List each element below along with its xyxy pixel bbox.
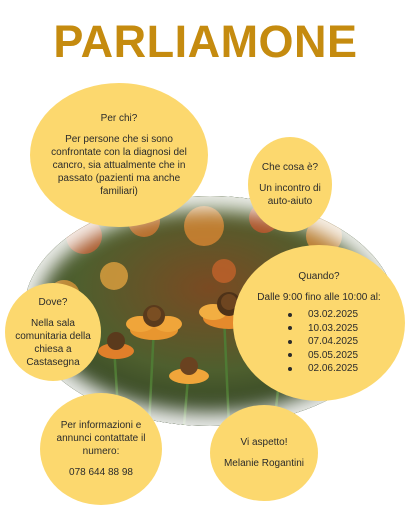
date-item: 02.06.2025 <box>280 362 358 376</box>
flyer-title: PARLIAMONE <box>53 16 358 67</box>
when-time: Dalle 9:00 fino alle 10:00 al: <box>257 292 381 304</box>
contact-text: Per informazioni e annunci contattate il numero: <box>56 420 146 457</box>
date-item: 05.05.2025 <box>280 349 358 363</box>
who-bubble <box>30 83 208 227</box>
host-greeting: Vi aspetto! <box>240 437 288 448</box>
host-name: Melanie Rogantini <box>223 458 305 469</box>
date-item: 10.03.2025 <box>280 322 358 336</box>
contact-bubble <box>40 393 162 505</box>
when-bubble <box>233 245 405 401</box>
what-heading: Che cosa è? <box>261 162 319 173</box>
date-item: 03.02.2025 <box>280 308 358 322</box>
where-bubble <box>5 283 101 381</box>
when-heading: Quando? <box>298 271 340 283</box>
where-text: Nella sala comunitaria della chiesa a Castasegna <box>15 317 91 368</box>
what-bubble <box>248 137 332 232</box>
where-heading: Dove? <box>38 296 68 308</box>
date-list <box>280 308 358 376</box>
host-bubble <box>210 405 318 501</box>
contact-phone[interactable]: 078 644 88 98 <box>69 467 133 478</box>
what-text: Un incontro di auto-aiuto <box>259 183 321 207</box>
who-heading: Per chi? <box>100 113 138 124</box>
who-text: Per persone che si sono confrontate con la diagnosi del cancro, sia attualmente che in passato (pazienti ma anche familiari) <box>51 134 187 197</box>
date-item: 07.04.2025 <box>280 335 358 349</box>
